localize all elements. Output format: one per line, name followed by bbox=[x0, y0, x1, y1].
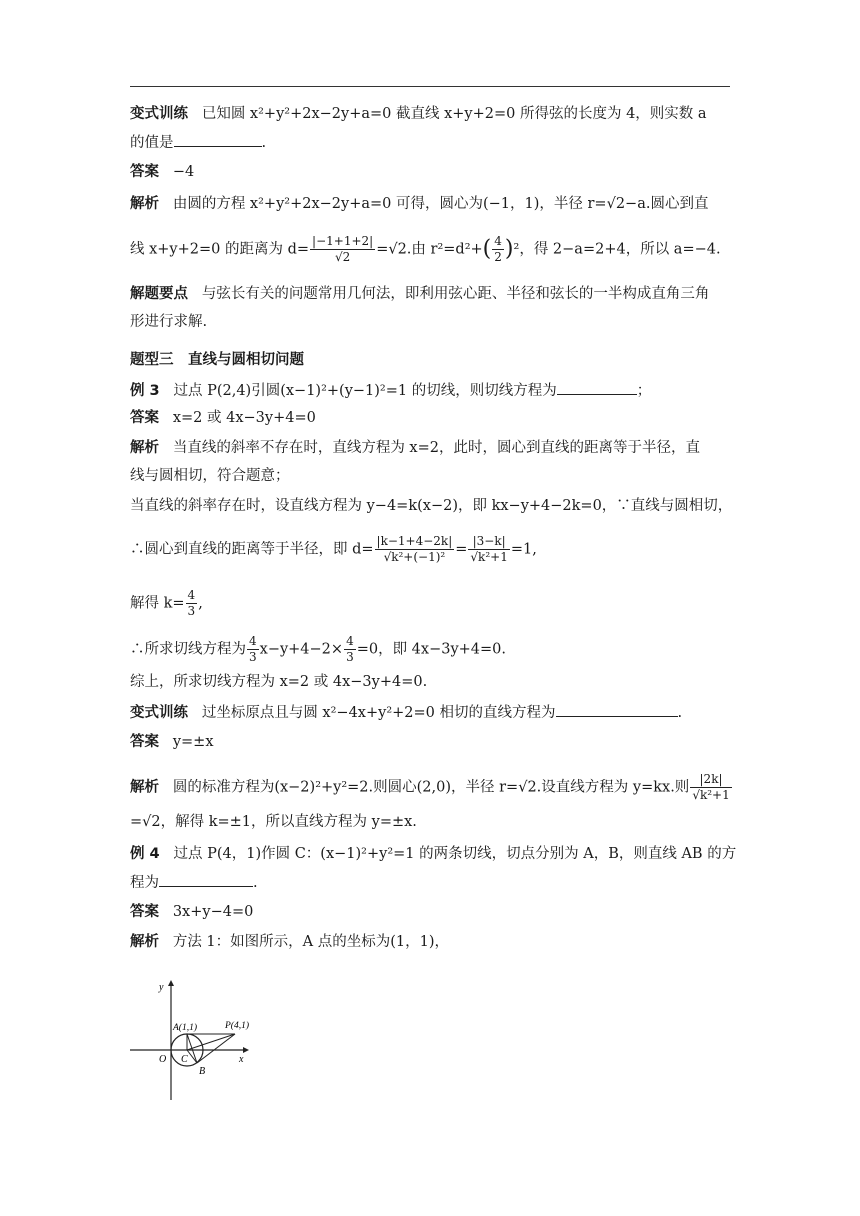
analysis-text: 当直线的斜率存在时，设直线方程为 y−4=k(x−2)，即 kx−y+4−2k=0，∵直线与圆相切， bbox=[130, 498, 733, 514]
example-label: 例 3 bbox=[130, 383, 160, 399]
section-title: 题型三 直线与圆相切问题 bbox=[130, 352, 304, 368]
sentence-end: . bbox=[261, 135, 267, 151]
label-p: P(4,1) bbox=[225, 1021, 250, 1031]
analysis-label: 解析 bbox=[130, 779, 159, 796]
fraction-numerator: 4 bbox=[187, 588, 196, 602]
tangent-figure bbox=[125, 978, 265, 1108]
example3-conclusion bbox=[130, 672, 427, 692]
sentence-end: . bbox=[677, 705, 683, 721]
example3-analysis-1 bbox=[130, 438, 700, 458]
analysis-text: =0，即 4x−3y+4=0. bbox=[356, 641, 507, 658]
answer-value: 3x+y−4=0 bbox=[172, 904, 254, 920]
answer-label: 答案 bbox=[130, 734, 159, 750]
example4-answer bbox=[130, 902, 253, 922]
example-text: 程为 bbox=[130, 875, 159, 891]
fraction bbox=[186, 588, 198, 619]
label-x: x bbox=[239, 1054, 244, 1065]
answer-blank bbox=[557, 380, 637, 395]
analysis-text: 综上，所求切线方程为 x=2 或 4x−3y+4=0. bbox=[130, 674, 428, 690]
fraction-denominator: 2 bbox=[494, 250, 502, 264]
analysis-text: 由圆的方程 x²+y²+2x−2y+a=0 可得，圆心为(−1，1)，半径 r=√2−a.圆心到直 bbox=[172, 196, 709, 212]
fraction-numerator: |2k| bbox=[690, 772, 731, 788]
fraction-numerator: |k−1+4−2k| bbox=[376, 534, 453, 548]
key-point-line-1 bbox=[130, 284, 709, 304]
example3-question bbox=[130, 380, 651, 401]
answer-blank bbox=[556, 702, 678, 717]
y-axis-arrow bbox=[168, 980, 174, 986]
variant2-analysis-1 bbox=[130, 772, 733, 803]
answer-blank bbox=[174, 132, 262, 147]
example-label: 例 4 bbox=[130, 846, 160, 862]
key-point-text: 形进行求解. bbox=[130, 314, 208, 330]
example-text: 过点 P(4，1)作圆 C：(x−1)²+y²=1 的两条切线，切点分别为 A，B，则直线 AB 的方 bbox=[173, 846, 737, 862]
example4-question-2 bbox=[130, 872, 258, 893]
variant-question-line-1 bbox=[130, 104, 707, 124]
tangent-diagram bbox=[125, 978, 265, 1108]
sentence-end: ； bbox=[636, 383, 652, 399]
fraction-numerator: 4 bbox=[494, 234, 502, 248]
analysis-text: 线与圆相切，符合题意； bbox=[130, 468, 290, 484]
analysis-text: , bbox=[198, 595, 203, 612]
segment-cp bbox=[187, 1034, 235, 1050]
label-c: C bbox=[181, 1054, 188, 1065]
fraction-numerator: 4 bbox=[249, 634, 257, 648]
fraction-denominator: √k²+1 bbox=[692, 788, 730, 802]
analysis-line-2 bbox=[130, 234, 721, 265]
variant2-answer bbox=[130, 732, 214, 752]
example3-analysis-4 bbox=[130, 534, 537, 565]
answer-label: 答案 bbox=[130, 410, 159, 426]
label-a: A(1,1) bbox=[173, 1023, 198, 1033]
answer-blank bbox=[159, 872, 253, 887]
label-b: B bbox=[199, 1066, 206, 1077]
example3-analysis-2 bbox=[130, 466, 290, 486]
variant2-question bbox=[130, 702, 682, 723]
answer-value: x=2 或 4x−3y+4=0 bbox=[172, 410, 316, 426]
fraction-denominator: 3 bbox=[346, 650, 354, 664]
fraction bbox=[492, 234, 504, 265]
answer-label: 答案 bbox=[130, 904, 159, 920]
analysis-text: 当直线的斜率不存在时，直线方程为 x=2，此时，圆心到直线的距离等于半径，直 bbox=[172, 440, 700, 456]
fraction bbox=[375, 534, 455, 565]
example3-analysis-3 bbox=[130, 496, 732, 516]
analysis-label: 解析 bbox=[130, 196, 159, 212]
header-rule bbox=[130, 86, 730, 87]
analysis-line-1 bbox=[130, 194, 708, 214]
analysis-text: 线 x+y+2=0 的距离为 d= bbox=[130, 241, 310, 258]
variant-label: 变式训练 bbox=[130, 106, 188, 122]
variant2-analysis-2 bbox=[130, 812, 417, 832]
fraction bbox=[247, 634, 259, 665]
fraction-denominator: 3 bbox=[249, 650, 257, 664]
x-axis-arrow bbox=[243, 1047, 249, 1053]
example4-question-1 bbox=[130, 844, 736, 864]
fraction bbox=[690, 772, 731, 803]
analysis-text: 方法 1：如图所示，A 点的坐标为(1，1)， bbox=[172, 934, 450, 950]
key-point-text: 与弦长有关的问题常用几何法，即利用弦心距、半径和弦长的一半构成直角三角 bbox=[201, 286, 710, 302]
variant-question-text: 已知圆 x²+y²+2x−2y+a=0 截直线 x+y+2=0 所得弦的长度为 4，则实数 a bbox=[201, 106, 707, 122]
analysis-label: 解析 bbox=[130, 934, 159, 950]
label-o: O bbox=[159, 1054, 167, 1065]
example3-analysis-6 bbox=[130, 634, 506, 665]
analysis-text: =1, bbox=[510, 541, 537, 558]
answer-value: −4 bbox=[172, 164, 195, 180]
variant-question-text: 过坐标原点且与圆 x²−4x+y²+2=0 相切的直线方程为 bbox=[201, 705, 556, 721]
fraction bbox=[344, 634, 356, 665]
paren-close: ) bbox=[504, 236, 514, 262]
example3-answer bbox=[130, 408, 316, 428]
sentence-end: . bbox=[253, 875, 258, 891]
example4-analysis bbox=[130, 932, 449, 952]
example-text: 过点 P(2,4)引圆(x−1)²+(y−1)²=1 的切线，则切线方程为 bbox=[173, 383, 557, 399]
analysis-text: ∴所求切线方程为 bbox=[130, 641, 246, 658]
key-point-label: 解题要点 bbox=[130, 286, 188, 302]
analysis-text: =√2.由 r²=d²+ bbox=[376, 241, 483, 258]
answer-label: 答案 bbox=[130, 164, 159, 180]
fraction-numerator: 4 bbox=[346, 634, 354, 648]
analysis-text: ∴圆心到直线的距离等于半径，即 d= bbox=[130, 541, 374, 558]
analysis-text: ²，得 2−a=2+4，所以 a=−4. bbox=[513, 241, 721, 258]
fraction-denominator: √k²+1 bbox=[470, 550, 508, 564]
radius-cb bbox=[187, 1050, 197, 1063]
fraction-denominator: √2 bbox=[334, 250, 351, 264]
analysis-text: 圆的标准方程为(x−2)²+y²=2.则圆心(2,0)，半径 r=√2.设直线方程为 y=kx.则 bbox=[172, 779, 690, 796]
equals-sign: = bbox=[455, 541, 468, 558]
fraction bbox=[468, 534, 509, 565]
analysis-label: 解析 bbox=[130, 440, 159, 456]
variant-label: 变式训练 bbox=[130, 705, 188, 721]
paren-open: ( bbox=[482, 236, 492, 262]
fraction-denominator: √k²+(−1)² bbox=[383, 550, 446, 564]
analysis-text: x−y+4−2× bbox=[259, 641, 344, 658]
key-point-line-2 bbox=[130, 312, 207, 332]
analysis-text: 解得 k= bbox=[130, 595, 185, 612]
answer-value: y=±x bbox=[172, 734, 214, 750]
variant-question-text-2: 的值是 bbox=[130, 135, 174, 151]
answer-line bbox=[130, 162, 194, 182]
variant-question-line-2 bbox=[130, 132, 266, 153]
example3-analysis-5 bbox=[130, 588, 203, 619]
label-y: y bbox=[159, 982, 164, 993]
analysis-text: =√2，解得 k=±1，所以直线方程为 y=±x. bbox=[130, 814, 417, 830]
fraction-denominator: 3 bbox=[187, 604, 196, 618]
fraction-numerator: |−1+1+2| bbox=[312, 234, 374, 248]
fraction bbox=[310, 234, 375, 265]
fraction-numerator: |3−k| bbox=[468, 534, 509, 550]
